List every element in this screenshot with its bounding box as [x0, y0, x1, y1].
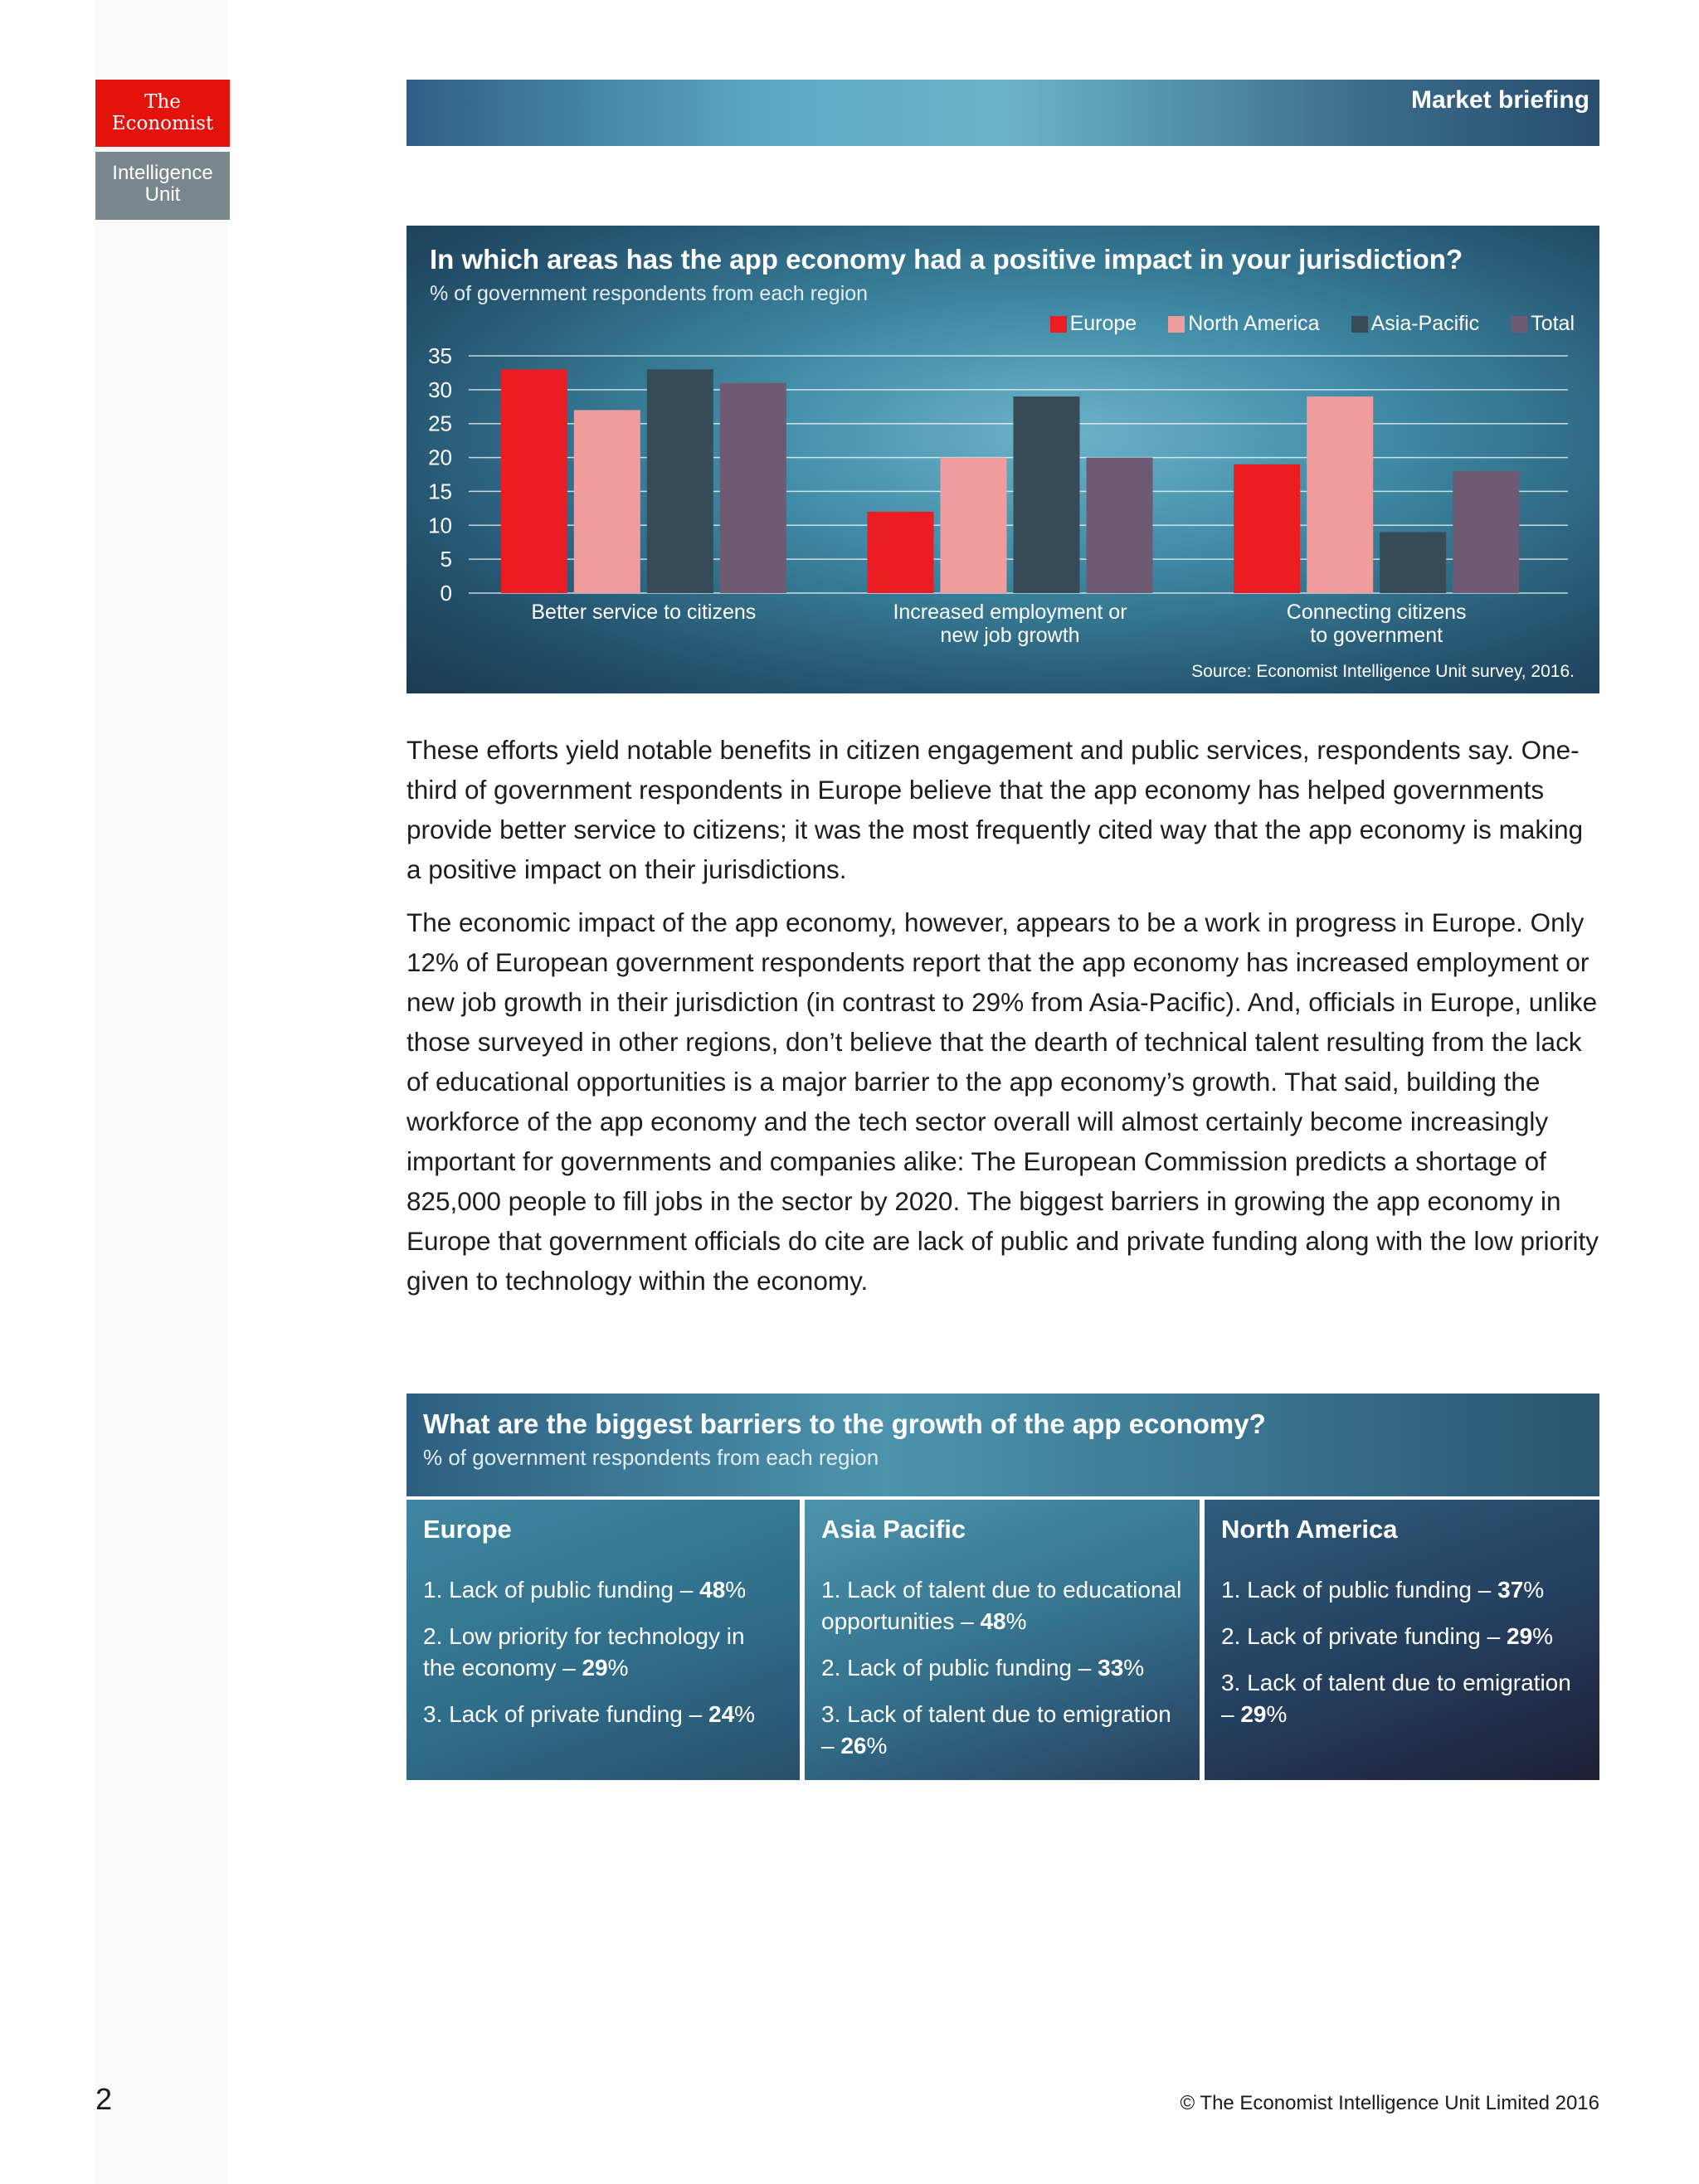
paragraph-2: The economic impact of the app economy, however, appears to be a work in progress in Europe. Only 12% of European government respondents report that the app economy has increased employment or new job growth in their jurisdiction (in contrast to 29% from Asia-Pacific). And, officials in Europe, unlike those surveyed in other regions, don’t believe that the dearth of technical talent resulting from the lack of educational opportunities is a major barrier to the app economy’s growth. That said, building the workforce of the app economy and the tech sector overall will almost certainly become increasingly important for governments and companies alike: The European Commission predicts a shortage of 825,000 people to fill jobs in the sector by 2020. The biggest barriers in growing the app economy in Europe that government officials do cite are lack of public and private funding along with the low priority given to technology within the economy.	[406, 907, 1599, 1296]
legend-label: Europe	[1069, 312, 1137, 335]
legend-swatch	[1511, 316, 1527, 333]
barrier-item: 1. Lack of public funding – 37%	[1221, 1577, 1545, 1603]
header-banner	[406, 80, 1599, 146]
x-tick-label: Better service to citizens	[531, 601, 757, 624]
page-number: 2	[95, 2082, 113, 2116]
bar	[1087, 458, 1153, 593]
barriers-subtitle: % of government respondents from each region	[423, 1445, 879, 1470]
bar	[1307, 396, 1373, 593]
column-heading: Europe	[423, 1515, 512, 1544]
barriers-panel	[406, 1394, 1599, 1780]
y-tick-label: 0	[440, 581, 452, 606]
y-tick-label: 10	[428, 513, 452, 538]
barrier-item: 1. Lack of public funding – 48%	[423, 1577, 747, 1603]
y-tick-label: 5	[440, 547, 452, 572]
y-tick-label: 30	[428, 377, 452, 402]
bar	[941, 458, 1007, 593]
column-heading: Asia Pacific	[821, 1515, 966, 1544]
intelligence-unit-logo	[95, 152, 230, 220]
barrier-item: 3. Lack of private funding – 24%	[423, 1701, 756, 1727]
economist-logo	[95, 80, 230, 147]
legend-label: Asia-Pacific	[1370, 312, 1480, 335]
bar	[1453, 471, 1519, 593]
barrier-item: 2. Lack of public funding – 33%	[821, 1655, 1145, 1681]
bar	[720, 383, 786, 593]
section-label: Market briefing	[1410, 86, 1589, 114]
y-tick-label: 35	[428, 343, 452, 368]
chart-legend	[1050, 312, 1575, 336]
y-tick-label: 15	[428, 479, 452, 504]
logo-line-2: Economist	[111, 113, 214, 134]
legend-swatch	[1050, 316, 1067, 333]
barrier-item: 2. Low priority for technology in the economy – 29%	[423, 1623, 745, 1681]
bar	[501, 369, 567, 593]
bar	[1380, 532, 1446, 593]
y-tick-label: 25	[428, 411, 452, 436]
unit-line-2: Unit	[144, 183, 181, 206]
legend-label: Total	[1531, 312, 1575, 335]
barriers-column-north-america	[1205, 1500, 1599, 1780]
x-tick-label: Increased employment or new job growth	[893, 601, 1127, 647]
legend-swatch	[1351, 316, 1368, 333]
bar	[574, 410, 640, 593]
barriers-column-asia-pacific	[805, 1500, 1200, 1780]
bar	[1234, 465, 1300, 593]
article-body	[406, 730, 1601, 1314]
legend-label: North America	[1188, 312, 1320, 335]
logo-line-1: The	[144, 91, 181, 113]
left-margin-band	[95, 0, 228, 2184]
bar	[1014, 396, 1080, 593]
chart-subtitle: % of government respondents from each region	[430, 282, 869, 305]
chart-source: Source: Economist Intelligence Unit survey, 2016.	[1191, 662, 1575, 681]
legend-item	[1168, 312, 1319, 336]
bar	[647, 369, 713, 593]
barrier-item: 3. Lack of talent due to emigration – 26%	[821, 1701, 1171, 1758]
barrier-item: 1. Lack of talent due to educational opportunities – 48%	[821, 1577, 1182, 1634]
copyright-notice: © The Economist Intelligence Unit Limited 2016	[1180, 2092, 1599, 2114]
barriers-header	[406, 1394, 1599, 1496]
barrier-item: 3. Lack of talent due to emigration – 29%	[1221, 1670, 1571, 1727]
column-heading: North America	[1221, 1515, 1398, 1544]
chart-title: In which areas has the app economy had a positive impact in your jurisdiction?	[430, 244, 1463, 275]
x-tick-label: Connecting citizens to government	[1286, 601, 1467, 647]
unit-line-1: Intelligence	[112, 162, 213, 184]
paragraph-1: These efforts yield notable benefits in citizen engagement and public services, respondents say. One-third of government respondents in Europe believe that the app economy has helped governments provide better service to citizens; it was the most frequently cited way that the app economy is making a positive impact on their jurisdictions.	[406, 735, 1584, 884]
legend-swatch	[1168, 316, 1185, 333]
barriers-title: What are the biggest barriers to the growth of the app economy?	[423, 1408, 1266, 1439]
barrier-item: 2. Lack of private funding – 29%	[1221, 1623, 1554, 1649]
legend-item	[1050, 312, 1137, 336]
y-tick-label: 20	[428, 445, 452, 470]
impact-chart-panel	[406, 226, 1599, 693]
bar	[868, 512, 934, 593]
barriers-column-europe	[406, 1500, 800, 1780]
legend-item	[1351, 312, 1480, 336]
legend-item	[1511, 312, 1575, 336]
